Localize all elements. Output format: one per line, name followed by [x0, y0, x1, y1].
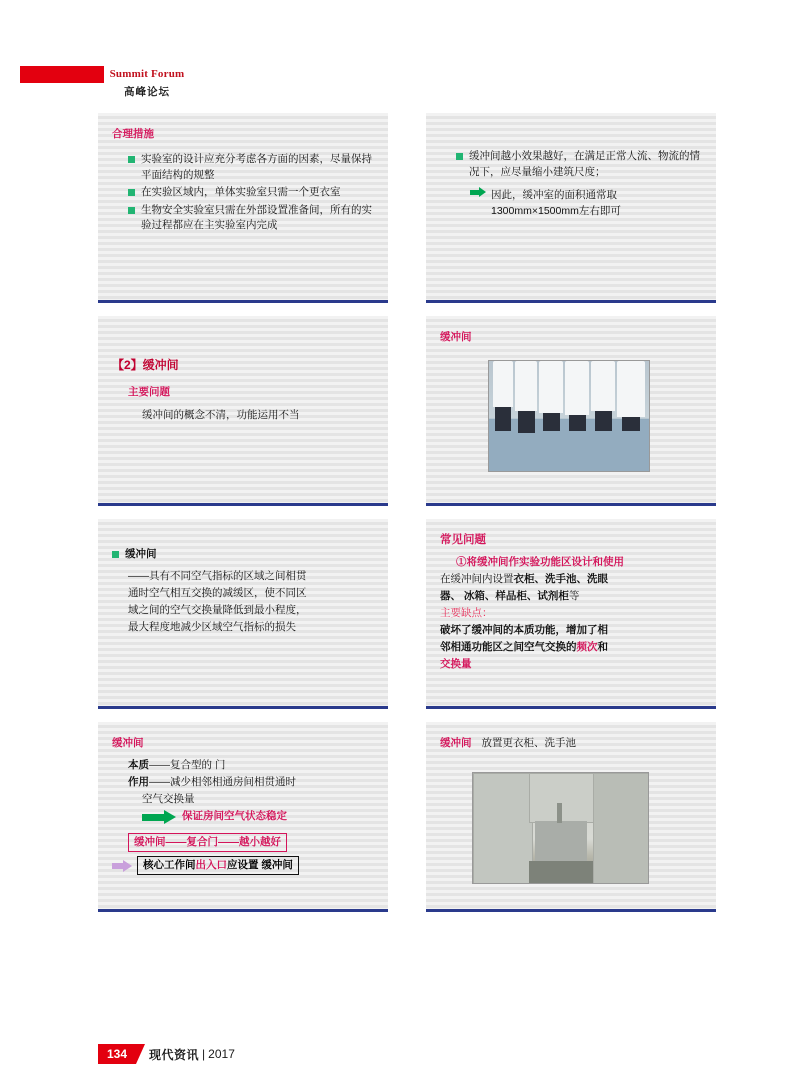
slide-3-title: 【2】缓冲间 [112, 358, 179, 372]
cabinet-right [593, 773, 649, 884]
slide-row-1 [98, 113, 716, 303]
slide-5-line-3: 域之间的空气交换量降低到最小程度， [128, 603, 307, 616]
sink-basin [535, 821, 587, 861]
slide-3-body: 缓冲间的概念不清，功能运用不当 [142, 409, 300, 421]
square-bullet-icon [128, 156, 135, 163]
slide-6-line-2b: 衣柜、洗手池、洗眼 [513, 573, 608, 585]
page-footer [98, 1044, 235, 1064]
slide-6 [426, 519, 716, 709]
slide-7-box-2b: 出入口 [195, 859, 227, 871]
square-bullet-icon [112, 551, 119, 558]
slide-7-effect-2: 空气交换量 [142, 793, 195, 805]
slide-4-title: 缓冲间 [440, 331, 472, 343]
pants [543, 413, 560, 431]
slide-6-line-3 [440, 589, 704, 604]
slide-1-bullet-2 [112, 185, 376, 201]
slide-7 [98, 722, 388, 912]
coat [539, 361, 563, 413]
coat [591, 361, 615, 411]
coat [515, 361, 537, 411]
arrow-right-icon [470, 188, 486, 197]
footer-triangle-icon [136, 1044, 145, 1064]
slide-7-effect-text: ——减少相邻相通房间相贯通时 [149, 776, 296, 788]
slide-7-box-2d: 缓冲间 [261, 859, 293, 871]
slide-8-title: 缓冲间 [440, 737, 472, 749]
slide-5-line-1 [112, 569, 376, 584]
slide-1-title: 合理措施 [112, 128, 154, 140]
header-brand-cn: 高峰论坛 [124, 86, 170, 98]
page-header [0, 66, 800, 100]
header-brand-en: Summit Forum [104, 66, 190, 83]
slide-1 [98, 113, 388, 303]
slide-1-bullet-3 [112, 203, 376, 234]
slide-6-defect-line-1: 破坏了缓冲间的本质功能，增加了相 [440, 624, 608, 636]
slide-2-main-text: 缓冲间越小效果越好，在满足正常人流、物流的情况下，应尽量缩小建筑尺度； [469, 150, 700, 178]
floor-strip [529, 861, 593, 883]
slide-1-bullet-3-text: 生物安全实验室只需在外部设置准备间，所有的实验过程都应在主实验室内完成 [141, 203, 372, 231]
slide-5-line-4: 最大程度地减少区域空气指标的损失 [128, 620, 296, 633]
slide-7-arrow-row [112, 809, 376, 824]
slide-5-line-2: 通时空气相互交换的减缓区，使不同区 [128, 586, 307, 599]
pants [495, 407, 511, 431]
footer-page-number: 134 [98, 1044, 136, 1064]
slide-7-arrow-text: 保证房间空气状态稳定 [182, 810, 287, 822]
slide-row-4 [98, 722, 716, 912]
footer-separator: | [202, 1047, 206, 1061]
slide-1-bullet-1 [112, 152, 376, 183]
slide-7-essence [112, 758, 376, 773]
arrow-right-icon [112, 860, 132, 872]
slide-8-title-row [440, 736, 704, 753]
pants [569, 415, 586, 431]
slide-7-box1-row [112, 832, 376, 852]
slide-7-essence-text: ——复合型的 门 [149, 759, 226, 771]
slide-2-sub-text: 因此，缓冲室的面积通常取1300mm×1500mm左右即可 [491, 189, 621, 217]
lab-coats-photo [488, 360, 650, 472]
slide-6-defect-2b: 频次 [576, 641, 598, 653]
slide-3-subtitle: 主要问题 [128, 386, 170, 398]
slide-6-line-2a: 在缓冲间内设置 [440, 573, 514, 585]
buffer-room-photo [472, 772, 649, 884]
slide-7-effect-label: 作用 [128, 776, 149, 788]
pants [518, 411, 535, 433]
slide-6-line-2 [440, 572, 704, 587]
slide-grid [98, 113, 716, 925]
pants [595, 411, 612, 431]
slide-2-sub-arrow-row [440, 188, 704, 219]
slide-6-item-1: ①将缓冲间作实验功能区设计和使用 [456, 556, 624, 568]
cabinet-left [473, 773, 533, 884]
slide-5-line-1-text: ——具有不同空气指标的区域之间相贯 [128, 569, 307, 582]
slide-6-title: 常见问题 [440, 534, 486, 546]
slide-row-2 [98, 316, 716, 506]
slide-7-effect [112, 775, 376, 790]
slide-6-defect-label: 主要缺点： [440, 607, 493, 619]
slide-7-box-1: 缓冲间——复合门——越小越好 [128, 833, 287, 852]
coat [617, 361, 645, 417]
slide-7-box-2c: 应设置 [227, 859, 259, 871]
slide-8-caption: 放置更衣柜、洗手池 [481, 737, 576, 749]
slide-7-title: 缓冲间 [112, 737, 144, 749]
slide-3 [98, 316, 388, 506]
slide-6-defect-line-3: 交换量 [440, 658, 472, 670]
slide-6-defect-2c: 和 [597, 641, 608, 653]
slide-6-defect-2a: 邻相通功能区之间空气交换的 [440, 641, 577, 653]
slide-6-line-3c: 等 [568, 590, 580, 602]
pants [622, 417, 640, 431]
slide-2 [426, 113, 716, 303]
slide-7-box-2a: 核心工作间 [143, 859, 196, 871]
square-bullet-icon [456, 153, 463, 160]
slide-2-main-bullet [440, 149, 704, 180]
slide-5-title: 缓冲间 [125, 548, 157, 560]
coat [565, 361, 589, 415]
arrow-right-icon [142, 810, 176, 824]
square-bullet-icon [128, 207, 135, 214]
slide-row-3 [98, 519, 716, 709]
slide-7-essence-label: 本质 [128, 759, 149, 771]
slide-7-box2-row [112, 856, 376, 875]
slide-6-line-3b: 器、 冰箱、样品柜、试剂柜 [440, 590, 569, 602]
slide-5 [98, 519, 388, 709]
coat [493, 361, 513, 407]
slide-1-bullet-2-text: 在实验区域内，单体实验室只需一个更衣室 [141, 186, 341, 198]
slide-6-defect-line-2 [440, 640, 704, 655]
slide-5-title-row [112, 547, 376, 563]
footer-year: 2017 [208, 1047, 235, 1061]
footer-publication: 现代资讯 [149, 1047, 200, 1062]
cabinet-top [529, 773, 595, 823]
slide-7-box-2 [137, 856, 299, 875]
square-bullet-icon [128, 189, 135, 196]
slide-4 [426, 316, 716, 506]
slide-1-bullet-1-text: 实验室的设计应充分考虑各方面的因素，尽量保持平面结构的规整 [141, 153, 372, 181]
faucet [557, 803, 562, 823]
slide-8 [426, 722, 716, 912]
